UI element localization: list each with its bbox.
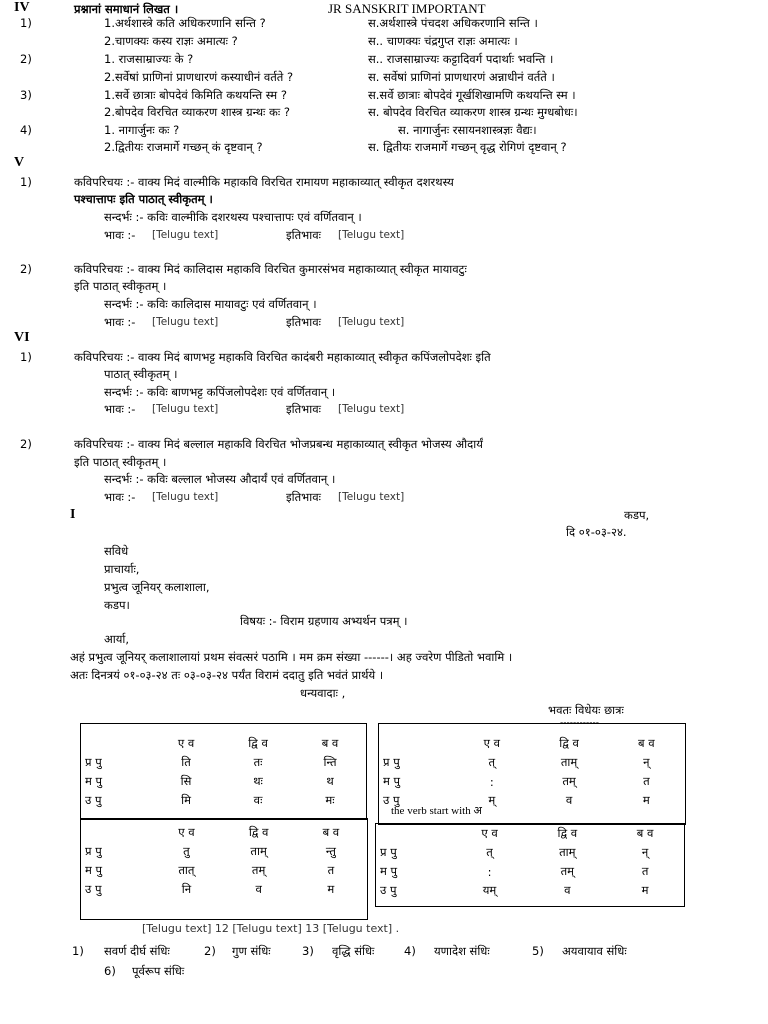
question-text: 1.अर्थशास्त्रे कति अधिकरणानि सन्ति ? <box>104 16 266 30</box>
footer-telugu-note: [Telugu text] 12 [Telugu text] 13 [Telugu text] . <box>142 922 400 935</box>
sandhi-item: सवर्ण दीर्घ संधिः <box>104 944 170 958</box>
qa-number: 3) <box>20 88 32 102</box>
table-row: उ पु म् व म <box>383 793 650 807</box>
section-vi-label: VI <box>14 330 30 345</box>
table-row: प्र पु तु ताम् न्तु <box>85 844 336 858</box>
poet-intro: कविपरिचयः :- वाक्य मिदं कालिदास महाकवि विरचित कुमारसंभव महाकाव्यात् स्वीकृत मायावटुः <box>74 262 467 276</box>
question-text: 2.बोपदेव विरचित व्याकरण शास्त्र ग्रन्थः कः ? <box>104 105 290 119</box>
table-header: ए व द्वि व ब व <box>483 736 655 750</box>
item-number: 2) <box>20 262 32 276</box>
meaning-suffix: इतिभावः <box>286 402 321 416</box>
context-line: सन्दर्भः :- कविः वाल्मीकि दशरथस्य पश्चात्तापः एवं वर्णितवान् । <box>104 210 362 224</box>
meaning-telugu: [Telugu text] <box>152 229 219 241</box>
meaning-telugu: [Telugu text] <box>152 403 219 415</box>
table-grid <box>81 823 367 899</box>
page-title: JR SANSKRIT IMPORTANT <box>328 1 486 16</box>
table-row: प्र पु ति तः न्ति <box>85 755 337 769</box>
sandhi-item: पूर्वरूप संधिः <box>132 964 185 978</box>
item-number: 2) <box>20 437 32 451</box>
table-row: उ पु मि वः मः <box>85 793 335 807</box>
answer-text: स. द्वितीयः राजमार्गे गच्छन् वृद्ध रोगिणं दृष्टवान् ? <box>368 140 567 154</box>
letter-signature: भवतः विधेयः छात्रः <box>548 703 624 717</box>
meaning-telugu-2: [Telugu text] <box>338 316 405 328</box>
sandhi-number: 2) <box>204 944 216 958</box>
meaning-telugu-2: [Telugu text] <box>338 229 405 241</box>
sandhi-number: 4) <box>404 944 416 958</box>
verb-table-potential <box>375 823 685 907</box>
poet-intro: कविपरिचयः :- वाक्य मिदं बल्लाल महाकवि विरचित भोजप्रबन्ध महाकाव्यात् स्वीकृत भोजस्य औदार्यं <box>74 437 483 451</box>
item-number: 1) <box>20 350 32 364</box>
section-iv-label: IV <box>14 0 30 15</box>
poet-intro-cont: पश्चात्तापः इति पाठात् स्वीकृतम् । <box>74 192 213 206</box>
meaning-label: भावः :- <box>104 490 136 504</box>
table-grid <box>379 734 685 810</box>
meaning-telugu-2: [Telugu text] <box>338 403 405 415</box>
table-row: म पु तात् तम् त <box>85 863 335 877</box>
answer-text: स.अर्थशास्त्रे पंचदश अधिकरणानि सन्ति । <box>368 16 538 30</box>
sandhi-item: वृद्धि संधिः <box>332 944 375 958</box>
letter-to: प्रभुत्व जूनियर् कलाशाला, <box>104 580 210 594</box>
answer-text: स. बोपदेव विरचित व्याकरण शास्त्र ग्रन्थः मुग्धबोधः। <box>368 105 578 119</box>
qa-number: 1) <box>20 16 32 30</box>
context-line: सन्दर्भः :- कविः बल्लाल भोजस्य औदार्यं एवं वर्णितवान् । <box>104 472 336 486</box>
answer-text: स.. राजसाम्राज्यः कट्टादिवर्ग पदार्थाः भवन्ति । <box>368 52 554 66</box>
table-header: ए व द्वि व ब व <box>177 736 339 750</box>
table-header: ए व द्वि व ब व <box>481 826 654 840</box>
sandhi-item: यणादेश संधिः <box>434 944 490 958</box>
answer-text: स. नागार्जुनः रसायनशास्त्रज्ञः वैद्यः। <box>398 123 537 137</box>
meaning-telugu: [Telugu text] <box>152 491 219 503</box>
table-grid <box>376 824 684 900</box>
letter-body: अतः दिनत्रयं ०१-०३-२४ तः ०३-०३-२४ पर्यंत विरामं ददातु इति भवंतं प्रार्थये । <box>70 668 384 682</box>
question-text: 2.द्वितीयः राजमार्गे गच्छन् कं दृष्टवान् ? <box>104 140 263 154</box>
context-line: सन्दर्भः :- कविः कालिदास मायावटुः एवं वर्णितवान् । <box>104 297 317 311</box>
poet-intro-cont: इति पाठात् स्वीकृतम् । <box>74 279 167 293</box>
item-number: 1) <box>20 175 32 189</box>
sandhi-number: 3) <box>302 944 314 958</box>
meaning-label: भावः :- <box>104 228 136 242</box>
letter-dash: ------------ <box>560 718 599 728</box>
meaning-telugu-2: [Telugu text] <box>338 491 405 503</box>
section-i-label: I <box>70 507 76 522</box>
sandhi-item: गुण संधिः <box>232 944 271 958</box>
poet-intro: कविपरिचयः :- वाक्य मिदं वाल्मीकि महाकवि विरचित रामायण महाकाव्यात् स्वीकृत दशरथस्य <box>74 175 454 189</box>
meaning-label: भावः :- <box>104 315 136 329</box>
answer-text: स.सर्वे छात्राः बोपदेवं गूर्खशिखामणि कथयन्ति स्म । <box>368 88 576 102</box>
sandhi-number: 5) <box>532 944 544 958</box>
table-row: म पु : तम् त <box>383 774 650 789</box>
letter-to: सविधे <box>104 544 129 558</box>
table-row: प्र पु त् ताम् न् <box>380 845 649 859</box>
meaning-suffix: इतिभावः <box>286 315 321 329</box>
answer-text: स.. चाणक्यः चंद्रगुप्त राज्ञः अमात्यः । <box>368 34 518 48</box>
question-text: 1. नागार्जुनः कः ? <box>104 123 180 137</box>
poet-intro-cont: इति पाठात् स्वीकृतम् । <box>74 455 167 469</box>
letter-salutation: आर्या, <box>104 632 130 646</box>
letter-place: कडप, <box>624 508 650 522</box>
table-grid <box>81 734 366 810</box>
letter-to: कडप। <box>104 598 130 612</box>
table-header: ए व द्वि व ब व <box>178 825 340 839</box>
table-row: उ पु यम् व म <box>380 883 649 897</box>
sandhi-item: अयवायाव संधिः <box>562 944 627 958</box>
sandhi-number: 6) <box>104 964 116 978</box>
answer-text: स. सर्वेषां प्राणिनां प्राणधारणं अन्नाधीनं वर्तते । <box>368 70 555 84</box>
letter-body: अहं प्रभुत्व जूनियर् कलाशालायां प्रथम संवत्सरं पठामि । मम क्रम संख्या ------। अह ज्वरेण पीडितो भवामि । <box>70 650 513 664</box>
letter-to: प्राचार्याः, <box>104 562 140 576</box>
poet-intro-cont: पाठात् स्वीकृतम् । <box>104 367 178 381</box>
table-row: उ पु नि व म <box>85 882 335 896</box>
qa-number: 4) <box>20 123 32 137</box>
meaning-suffix: इतिभावः <box>286 228 321 242</box>
section-v-label: V <box>14 155 25 170</box>
table-row: प्र पु त् ताम् न् <box>383 755 650 769</box>
question-text: 2.सर्वेषां प्राणिनां प्राणधारणं कस्याधीनं वर्तते ? <box>104 70 294 84</box>
question-text: 1.सर्वे छात्राः बोपदेवं किमिति कथयन्ति स्म ? <box>104 88 287 102</box>
meaning-telugu: [Telugu text] <box>152 316 219 328</box>
meaning-label: भावः :- <box>104 402 136 416</box>
letter-thanks: धन्यवादाः , <box>300 686 346 700</box>
question-heading: प्रश्नानां समाधानं लिखत । <box>74 2 179 16</box>
verb-table-present <box>80 723 367 820</box>
table-row: म पु सि थः थ <box>85 774 334 788</box>
table-note: the verb start with अ <box>391 805 482 817</box>
qa-number: 2) <box>20 52 32 66</box>
poet-intro: कविपरिचयः :- वाक्य मिदं बाणभट्ट महाकवि विरचित कादंबरी महाकाव्यात् स्वीकृत कपिंजलोपदेशः इति <box>74 350 491 364</box>
question-text: 2.चाणक्यः कस्य राज्ञः अमात्यः ? <box>104 34 238 48</box>
verb-table-imperative <box>80 818 368 920</box>
letter-subject: विषयः :- विराम ग्रहणाय अभ्यर्थन पत्रम् । <box>240 614 408 628</box>
context-line: सन्दर्भः :- कविः बाणभट्ट कपिंजलोपदेशः एवं वर्णितवान् । <box>104 385 336 399</box>
verb-table-past <box>378 723 686 825</box>
sandhi-number: 1) <box>72 944 84 958</box>
table-row: म पु : तम् त <box>380 864 649 879</box>
question-text: 1. राजसाम्राज्यः के ? <box>104 52 194 66</box>
meaning-suffix: इतिभावः <box>286 490 321 504</box>
letter-date: दि ०१-०३-२४. <box>566 525 627 539</box>
